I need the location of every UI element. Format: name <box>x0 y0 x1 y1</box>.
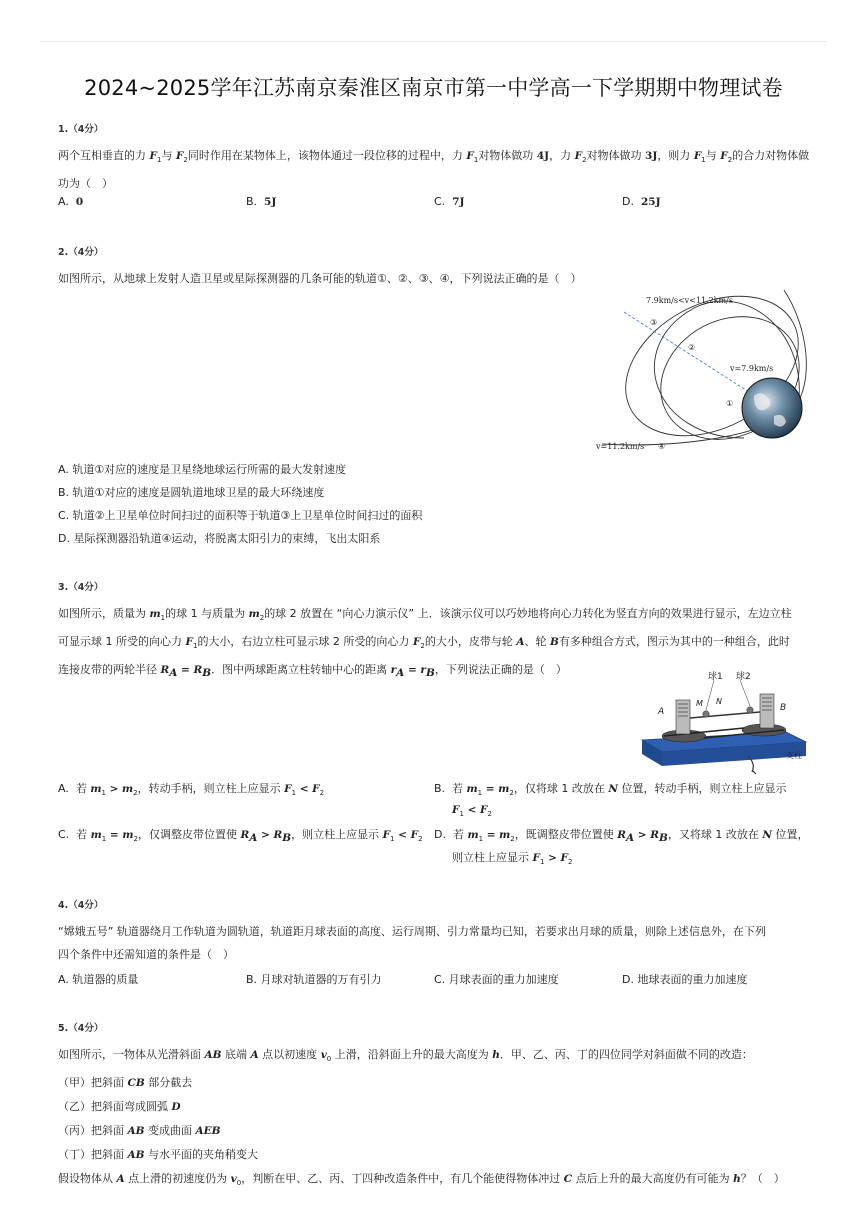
label-ball-2: 球2 <box>736 672 751 682</box>
q3-option-b[interactable]: B. 若 $m_1 = m_2$，仅将球 1 改放在 N 位置，转动手柄，则立柱上应显示 <box>434 782 787 798</box>
label-b: B <box>780 703 787 713</box>
question-4-header: 4.（4分） <box>58 900 104 911</box>
question-1-header: 1.（4分） <box>58 124 104 135</box>
q2-option-a[interactable]: A. 轨道①对应的速度是卫星绕地球运行所需的最大发射速度 <box>58 463 347 476</box>
question-3-stem: 如图所示，质量为 $m_1$的球 1 与质量为 $m_2$的球 2 放置在 “向心力演示仪” 上．该演示仪可以巧妙地将向心力转化为竖直方向的效果进行显示，左边立柱 可显示球 1 所受的向心力 $F_1$的大小，右边立柱可显示球 2 所受的向心力 $F_2$的大小，皮带与轮 A、轮 B有多种组合方式，图示为其中的一种组合，此时 连接皮带的两轮半径 $R_A = R_B$．图中两球距离立柱转轴中心的距离 $r_A = r_B$，下列说法正确的是（ ） <box>58 607 792 680</box>
question-5 <box>58 1020 818 1034</box>
q1-option-c[interactable]: C. 7J <box>434 195 465 208</box>
q4-option-a[interactable]: A. 轨道器的质量 <box>58 973 139 986</box>
q2-option-b[interactable]: B. 轨道①对应的速度是圆轨道地球卫星的最大环绕速度 <box>58 486 325 499</box>
label-m: M <box>696 699 703 708</box>
q4-option-b[interactable]: B. 月球对轨道器的万有引力 <box>246 973 382 986</box>
q3-option-a[interactable]: A. 若 $m_1 > m_2$，转动手柄，则立柱上应显示 $F_1 < F_2$ <box>58 782 325 798</box>
question-3-header: 3.（4分） <box>58 582 104 593</box>
label-ball-1: 球1 <box>708 672 723 682</box>
label-a: A <box>658 707 665 717</box>
right-pillar <box>760 694 774 728</box>
q3-option-c[interactable]: C. 若 $m_1 = m_2$，仅调整皮带位置使 $R_A > R_B$，则立柱上应显示 $F_1 < F_2$ <box>58 828 423 845</box>
fig-label-top-velocity: 7.9km/s<v<11.2km/s <box>646 296 733 305</box>
question-1 <box>58 121 818 135</box>
fig-label-orbit-1: ① <box>726 399 734 408</box>
question-2-header: 2.（4分） <box>58 247 104 258</box>
question-2-stem: 如图所示，从地球上发射人造卫星或星际探测器的几条可能的轨道①、②、③、④，下列说法正确的是（ ） <box>58 272 582 285</box>
fig-label-v2: v=11.2km/s <box>596 442 645 451</box>
question-5-stem: 如图所示，一物体从光滑斜面 AB 底端 A 点以初速度 $v_0$ 上滑，沿斜面上升的最大高度为 h．甲、乙、丙、丁的四位同学对斜面做不同的改造： （甲）把斜面 CB 部分截去 （乙）把斜面弯成圆弧 D （丙）把斜面 AB 变成曲面 AEB （丁）把斜面 AB 与水平面的夹角稍变大 假设物体从 A 点上滑的初速度仍为 $v_0$，判断在甲、乙、丙、丁四种改造条件中，有几个能使得物体冲过 C 点后上升的最大高度仍有可能为 h？（ ） <box>58 1048 785 1188</box>
question-4-stem: “嫦娥五号” 轨道器绕月工作轨道为圆轨道，轨道距月球表面的高度、运行周期、引力常量均已知，若要求出月球的质量，则除上述信息外，在下列 四个条件中还需知道的条件是（ ） <box>58 925 766 961</box>
label-stand: 支柱 <box>786 751 802 760</box>
q2-option-c[interactable]: C. 轨道②上卫星单位时间扫过的面积等于轨道③上卫星单位时间扫过的面积 <box>58 509 423 522</box>
question-1-stem: 两个互相垂直的力 $F_1$与 $F_2$同时作用在某物体上，该物体通过一段位移的过程中，力 $F_1$对物体做功 4J，力 $F_2$对物体做功 3J，则力 $F_1$与 $F_2$的合力对物体做功为（ ） <box>58 149 810 191</box>
ball-1 <box>703 711 709 717</box>
label-n: N <box>716 697 722 706</box>
q3-option-b-cont: $F_1 < F_2$ <box>452 804 492 819</box>
question-3 <box>58 579 818 593</box>
centripetal-force-apparatus <box>636 670 812 776</box>
ball-2 <box>747 707 753 713</box>
question-4 <box>58 897 818 911</box>
orbit-diagram <box>594 288 820 458</box>
q3-option-d[interactable]: D. 若 $m_1 = m_2$，既调整皮带位置使 $R_A > R_B$，又将球 1 改放在 N 位置， <box>434 828 809 845</box>
fig-label-orbit-2: ② <box>688 343 696 352</box>
question-2 <box>58 244 818 258</box>
q1-option-b[interactable]: B. 5J <box>246 195 277 208</box>
fig-label-orbit-4: ④ <box>658 442 666 451</box>
q2-option-d[interactable]: D. 星际探测器沿轨道④运动，将脱离太阳引力的束缚，飞出太阳系 <box>58 532 381 545</box>
orbit-circle-1 <box>639 293 820 458</box>
q1-option-d[interactable]: D. 25J <box>622 195 661 208</box>
left-arm <box>690 714 736 718</box>
q4-option-d[interactable]: D. 地球表面的重力加速度 <box>622 973 748 986</box>
q3-option-d-cont: 则立柱上应显示 $F_1 > F_2$ <box>452 851 573 867</box>
earth-icon <box>742 378 802 438</box>
q1-option-a[interactable]: A. 0 <box>58 195 84 208</box>
spring-coils <box>678 698 772 716</box>
q4-option-c[interactable]: C. 月球表面的重力加速度 <box>434 973 559 986</box>
fig-label-v1: v=7.9km/s <box>730 364 774 373</box>
left-pillar <box>676 700 690 734</box>
question-5-header: 5.（4分） <box>58 1023 104 1034</box>
fig-label-orbit-3: ③ <box>650 318 658 327</box>
page-title: 2024~2025学年江苏南京秦淮区南京市第一中学高一下学期期中物理试卷 <box>84 76 783 100</box>
top-divider <box>40 41 827 42</box>
